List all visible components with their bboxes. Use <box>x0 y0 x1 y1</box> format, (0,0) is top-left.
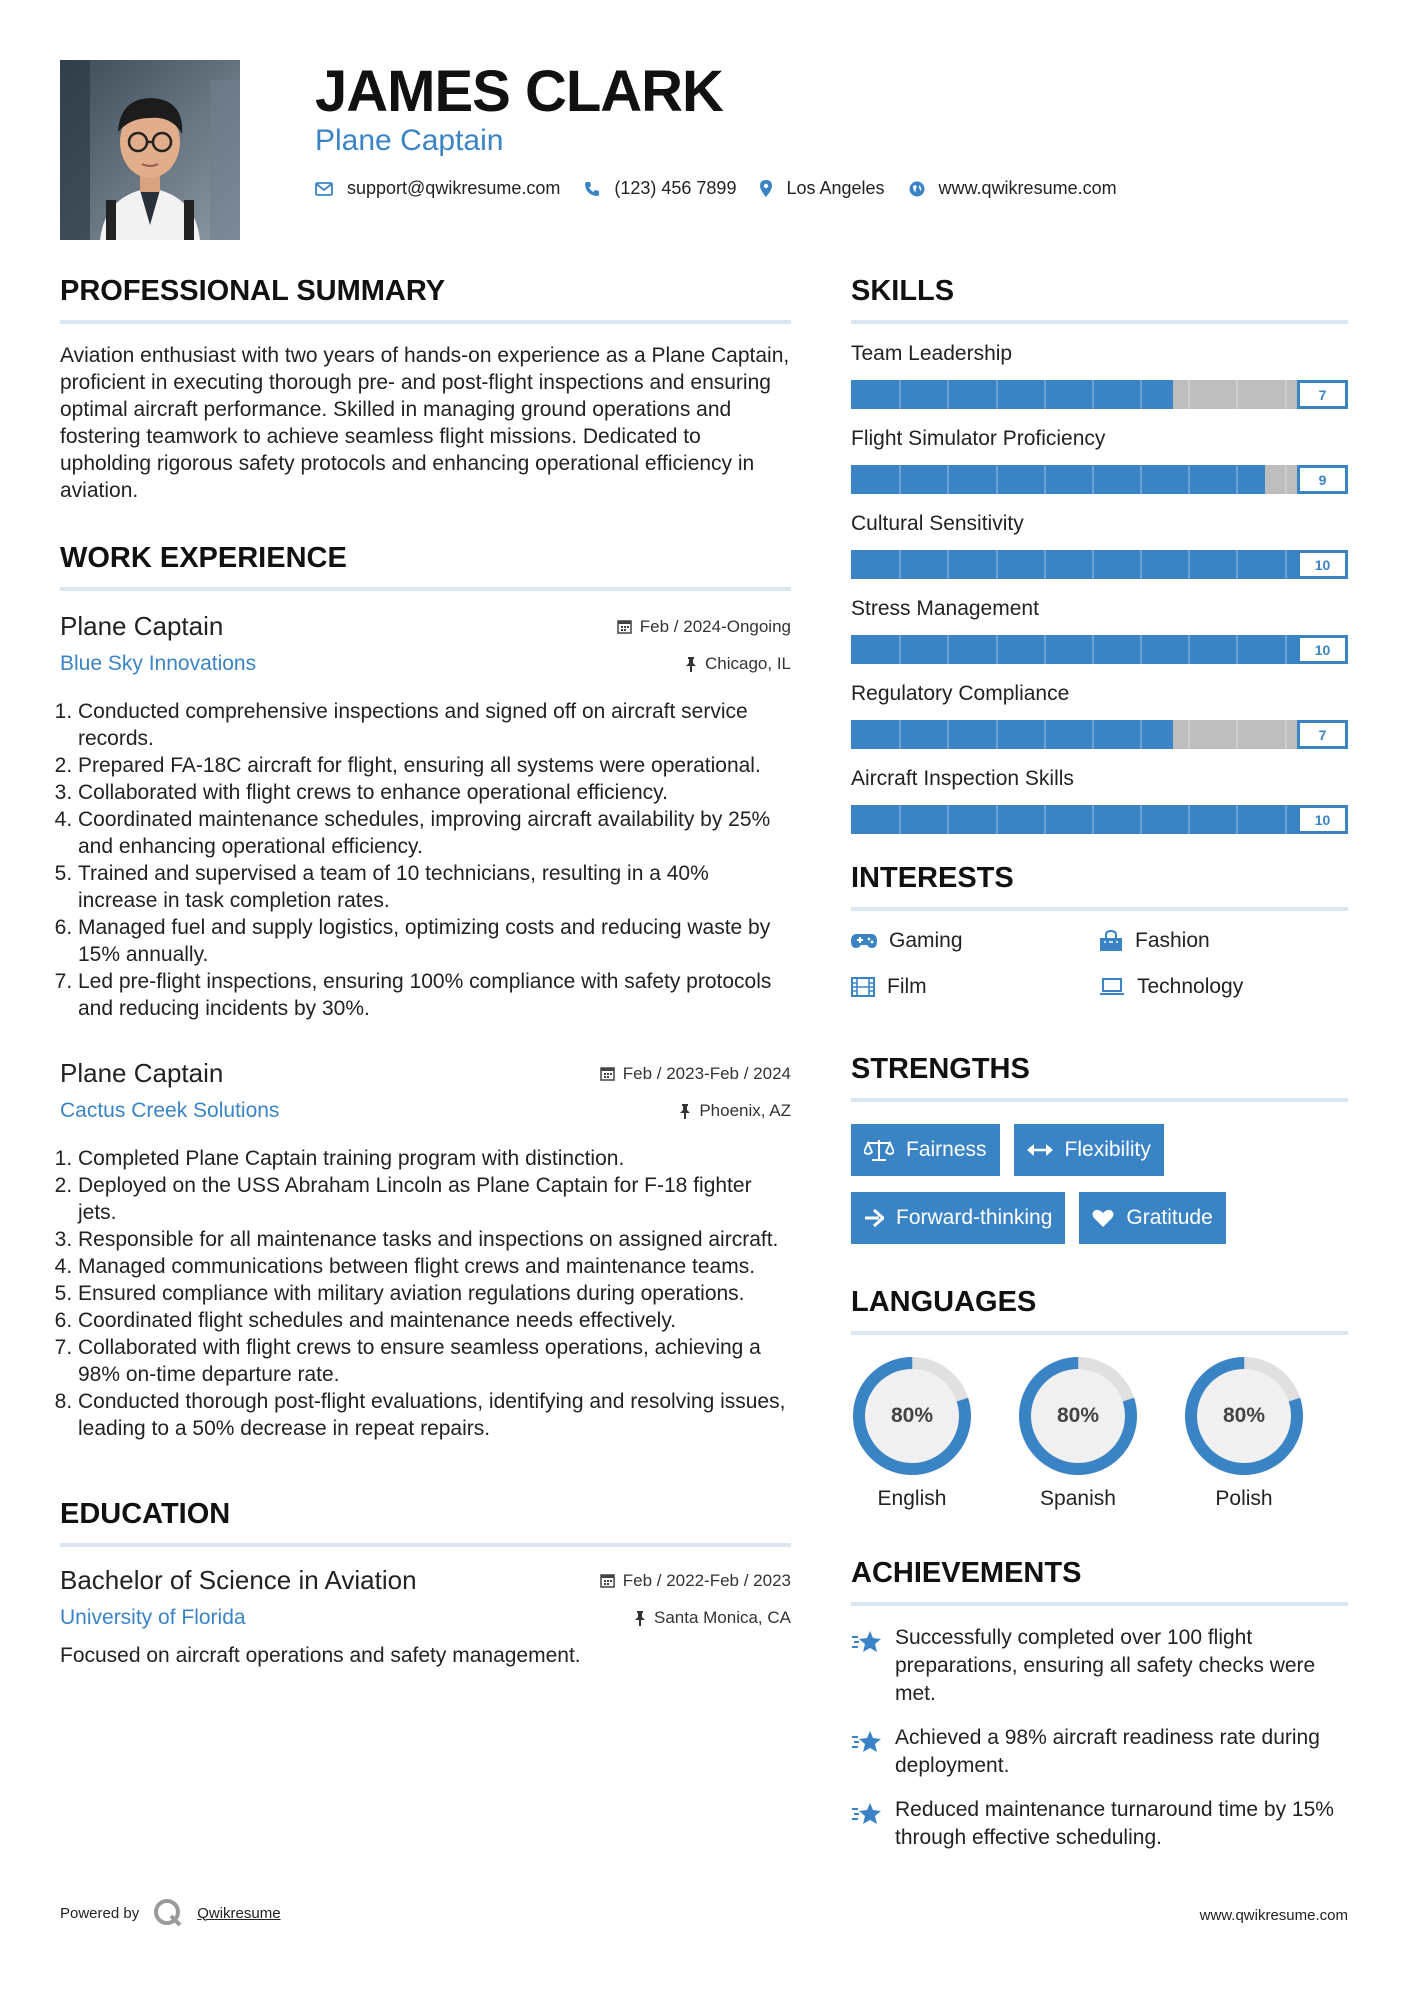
contact-website[interactable] <box>909 178 1117 199</box>
skill-bar-segment <box>899 805 901 834</box>
list-item: 2. Deployed on the USS Abraham Lincoln as Plane Captain for F-18 fighter jets. <box>78 1172 791 1226</box>
job-company: Cactus Creek Solutions <box>60 1099 280 1122</box>
skill-bar-segment <box>947 805 949 834</box>
left-column <box>60 275 791 1669</box>
job-entry <box>60 1058 791 1442</box>
language-item <box>1183 1355 1305 1511</box>
pushpin-icon <box>679 1104 691 1119</box>
education-section <box>60 1498 791 1669</box>
phone-text: (123) 456 7899 <box>614 178 737 198</box>
skill-bar-fill <box>851 465 1265 494</box>
list-item: 5. Ensured compliance with military aviation regulations during operations. <box>78 1280 791 1307</box>
contact-bar <box>315 178 1141 199</box>
skill-bar-segment <box>1092 380 1094 409</box>
language-name: Spanish <box>1040 1487 1116 1510</box>
language-percent: 80% <box>1222 1404 1266 1427</box>
list-item: 4. Managed communications between flight crews and maintenance teams. <box>78 1253 791 1280</box>
shooting-star-icon <box>851 1728 883 1756</box>
globe-icon <box>909 181 925 197</box>
skill-bar-segment <box>1285 635 1287 664</box>
skill-bar-fill <box>851 805 1348 834</box>
skill-bar-segment <box>1236 550 1238 579</box>
interest-item: Technology <box>1099 975 1347 999</box>
strength-badge: Forward-thinking <box>851 1192 1065 1244</box>
interest-item: Fashion <box>1099 929 1347 953</box>
skill-bar-segment <box>1188 380 1190 409</box>
footer-website[interactable]: www.qwikresume.com <box>1199 1907 1348 1924</box>
skill-bar-segment <box>899 465 901 494</box>
section-title: WORK EXPERIENCE <box>60 542 791 591</box>
list-item: 2. Prepared FA-18C aircraft for flight, ensuring all systems were operational. <box>78 752 791 779</box>
skill-bar-segment <box>1236 380 1238 409</box>
strength-badge: Gratitude <box>1079 1192 1225 1244</box>
shooting-star-icon <box>851 1800 883 1828</box>
list-item: 5. Trained and supervised a team of 10 technicians, resulting in a 40% increase in task completion rates. <box>78 860 791 914</box>
school-name: University of Florida <box>60 1606 246 1629</box>
skill-bar-segment <box>1285 550 1287 579</box>
job-entry <box>60 611 791 1022</box>
section-title: LANGUAGES <box>851 1286 1348 1335</box>
calendar-icon <box>600 1573 615 1588</box>
skill-bar-segment <box>1188 805 1190 834</box>
skill-bar-segment <box>1092 465 1094 494</box>
skill-bar-segment <box>1236 805 1238 834</box>
skill-bar-segment <box>1285 380 1287 409</box>
location-text: Los Angeles <box>786 178 885 198</box>
list-item: 6. Coordinated flight schedules and maintenance needs effectively. <box>78 1307 791 1334</box>
language-name: English <box>877 1487 947 1510</box>
list-item: 8. Conducted thorough post-flight evaluations, identifying and resolving issues, leading to a 50% decrease in repeat repairs. <box>78 1388 791 1442</box>
skill-bar-segment <box>1140 465 1142 494</box>
contact-phone[interactable] <box>584 178 736 199</box>
interests-section <box>851 862 1348 999</box>
skill-bar-segment <box>1188 720 1190 749</box>
skill-bar-segment <box>1140 805 1142 834</box>
skill-level-badge: 7 <box>1297 380 1348 409</box>
skill-bar-segment <box>899 720 901 749</box>
skill-bar-segment <box>899 635 901 664</box>
language-ring <box>851 1355 973 1477</box>
skill-bar-segment <box>1140 550 1142 579</box>
skill-bar-fill <box>851 635 1348 664</box>
achievement-item: Achieved a 98% aircraft readiness rate during deployment. <box>851 1724 1348 1780</box>
profile-photo <box>60 60 240 240</box>
calendar-icon <box>600 1066 615 1081</box>
skill-bar-segment <box>947 720 949 749</box>
skill-bar-segment <box>1140 635 1142 664</box>
degree-title: Bachelor of Science in Aviation <box>60 1565 417 1595</box>
skill-bar-segment <box>1044 805 1046 834</box>
skill-bar-segment <box>947 550 949 579</box>
shopping-bag-icon <box>1099 930 1123 952</box>
skill-name: Team Leadership <box>851 342 1013 365</box>
achievements-section <box>851 1557 1348 1852</box>
skill-bar-segment <box>899 550 901 579</box>
skill-bar-segment <box>899 380 901 409</box>
pushpin-icon <box>685 657 697 672</box>
language-ring <box>1183 1355 1305 1477</box>
skill-bar-fill <box>851 550 1348 579</box>
candidate-name: JAMES CLARK <box>315 59 723 124</box>
interest-item: Film <box>851 975 1099 999</box>
pushpin-icon <box>634 1611 646 1626</box>
list-item: 7. Led pre-flight inspections, ensuring 100% compliance with safety protocols and reducing incidents by 30%. <box>78 968 791 1022</box>
skill-bar-segment <box>947 380 949 409</box>
skill-name: Cultural Sensitivity <box>851 512 1024 535</box>
job-location: Chicago, IL <box>685 654 791 674</box>
language-percent: 80% <box>1056 1404 1100 1427</box>
skill-bar-segment <box>996 805 998 834</box>
skill-bar <box>851 550 1348 579</box>
skill-bar-segment <box>1092 720 1094 749</box>
section-title: EDUCATION <box>60 1498 791 1547</box>
skills-list <box>851 342 1348 834</box>
strength-badge: Fairness <box>851 1124 1000 1176</box>
qwikresume-logo-icon <box>153 1898 183 1928</box>
skill-bar <box>851 465 1348 494</box>
heart-icon <box>1092 1208 1114 1228</box>
calendar-icon <box>617 619 632 634</box>
qwikresume-link[interactable]: Qwikresume <box>197 1904 281 1922</box>
skill-bar-segment <box>1285 805 1287 834</box>
contact-email[interactable] <box>315 178 560 199</box>
arrows-horizontal-icon <box>1027 1143 1053 1157</box>
skill-bar-segment <box>1236 635 1238 664</box>
skill-bar-segment <box>1044 720 1046 749</box>
strengths-list <box>851 1124 1348 1244</box>
interests-grid <box>851 929 1348 999</box>
job-bullets <box>60 1145 791 1442</box>
skill-name: Aircraft Inspection Skills <box>851 767 1074 790</box>
skill-bar-segment <box>1044 550 1046 579</box>
skill-bar-segment <box>996 635 998 664</box>
film-icon <box>851 977 875 997</box>
language-name: Polish <box>1215 1487 1273 1510</box>
list-item: 3. Collaborated with flight crews to enhance operational efficiency. <box>78 779 791 806</box>
section-title: SKILLS <box>851 275 1348 324</box>
language-ring <box>1017 1355 1139 1477</box>
skill-bar-segment <box>1285 465 1287 494</box>
map-pin-icon <box>760 180 772 197</box>
strengths-section <box>851 1053 1348 1244</box>
list-item: 1. Conducted comprehensive inspections and signed off on aircraft service records. <box>78 698 791 752</box>
job-date: Feb / 2024-Ongoing <box>617 617 791 637</box>
skill-bar-segment <box>1236 720 1238 749</box>
achievement-item: Successfully completed over 100 flight preparations, ensuring all safety checks were met. <box>851 1624 1348 1708</box>
skill-item <box>851 512 1348 579</box>
education-location: Santa Monica, CA <box>634 1608 791 1628</box>
skill-item <box>851 597 1348 664</box>
skill-bar-segment <box>1044 465 1046 494</box>
skill-bar-segment <box>947 465 949 494</box>
skill-bar-segment <box>996 465 998 494</box>
strength-badge: Flexibility <box>1014 1124 1164 1176</box>
job-bullets <box>60 698 791 1022</box>
arrow-right-icon <box>864 1209 884 1227</box>
skill-bar <box>851 720 1348 749</box>
skill-bar-segment <box>1140 380 1142 409</box>
shooting-star-icon <box>851 1628 883 1656</box>
skill-bar-segment <box>1188 635 1190 664</box>
education-date: Feb / 2022-Feb / 2023 <box>600 1571 791 1591</box>
skill-bar-segment <box>996 550 998 579</box>
skill-bar <box>851 805 1348 834</box>
phone-icon <box>584 181 600 197</box>
job-title: Plane Captain <box>60 611 224 641</box>
professional-summary-section <box>60 275 791 504</box>
candidate-role: Plane Captain <box>315 124 504 157</box>
job-location: Phoenix, AZ <box>679 1101 791 1121</box>
skills-section <box>851 275 1348 834</box>
job-company: Blue Sky Innovations <box>60 652 257 675</box>
section-title: ACHIEVEMENTS <box>851 1557 1348 1606</box>
language-item <box>851 1355 973 1511</box>
skill-name: Regulatory Compliance <box>851 682 1070 705</box>
section-title: PROFESSIONAL SUMMARY <box>60 275 791 324</box>
skill-bar-segment <box>996 720 998 749</box>
skill-bar-segment <box>1092 805 1094 834</box>
skill-level-badge: 7 <box>1297 720 1348 749</box>
skill-item <box>851 342 1348 409</box>
section-title: INTERESTS <box>851 862 1348 911</box>
list-item: 7. Collaborated with flight crews to ensure seamless operations, achieving a 98% on-time departure rate. <box>78 1334 791 1388</box>
gamepad-icon <box>851 933 877 949</box>
achievement-item: Reduced maintenance turnaround time by 15% through effective scheduling. <box>851 1796 1348 1852</box>
skill-level-badge: 10 <box>1297 550 1348 579</box>
skill-item <box>851 767 1348 834</box>
languages-list <box>851 1355 1348 1511</box>
skill-item <box>851 682 1348 749</box>
list-item: 1. Completed Plane Captain training program with distinction. <box>78 1145 791 1172</box>
skill-bar <box>851 380 1348 409</box>
job-title: Plane Captain <box>60 1058 224 1088</box>
language-percent: 80% <box>890 1404 934 1427</box>
list-item: 4. Coordinated maintenance schedules, improving aircraft availability by 25% and enhancing operational efficiency. <box>78 806 791 860</box>
email-text: support@qwikresume.com <box>347 178 561 198</box>
list-item: 3. Responsible for all maintenance tasks and inspections on assigned aircraft. <box>78 1226 791 1253</box>
education-description: Focused on aircraft operations and safety management. <box>60 1644 581 1667</box>
section-title: STRENGTHS <box>851 1053 1348 1102</box>
footer-powered-by <box>60 1898 281 1928</box>
skill-name: Stress Management <box>851 597 1039 620</box>
work-experience-section <box>60 542 791 1442</box>
skill-name: Flight Simulator Proficiency <box>851 427 1106 450</box>
skill-item <box>851 427 1348 494</box>
skill-bar-segment <box>1236 465 1238 494</box>
language-item <box>1017 1355 1139 1511</box>
website-text: www.qwikresume.com <box>938 178 1117 198</box>
job-date: Feb / 2023-Feb / 2024 <box>600 1064 791 1084</box>
skill-level-badge: 10 <box>1297 635 1348 664</box>
interest-item: Gaming <box>851 929 1099 953</box>
powered-by-label: Powered by <box>60 1904 140 1922</box>
skill-bar-segment <box>1092 635 1094 664</box>
summary-text: Aviation enthusiast with two years of hands-on experience as a Plane Captain, proficient in executing thorough pre- and post-flight inspections and ensuring optimal aircraft performance. Skilled in managing ground operations and fostering teamwork to achieve seamless flight missions. Dedicated to upholding rigorous safety protocols and enhancing operational efficiency in aviation. <box>60 344 790 502</box>
skill-bar-segment <box>1188 465 1190 494</box>
list-item: 6. Managed fuel and supply logistics, optimizing costs and reducing waste by 15% annually. <box>78 914 791 968</box>
skill-bar-segment <box>947 635 949 664</box>
contact-location <box>760 178 884 199</box>
skill-bar-segment <box>996 380 998 409</box>
skill-level-badge: 10 <box>1297 805 1348 834</box>
envelope-icon <box>315 182 333 196</box>
laptop-icon <box>1099 978 1125 996</box>
languages-section <box>851 1286 1348 1511</box>
skill-level-badge: 9 <box>1297 465 1348 494</box>
skill-bar-segment <box>1140 720 1142 749</box>
skill-bar-segment <box>1092 550 1094 579</box>
balance-scale-icon <box>864 1139 894 1161</box>
skill-bar-segment <box>1044 635 1046 664</box>
skill-bar-segment <box>1285 720 1287 749</box>
right-column <box>851 275 1348 1868</box>
skill-bar-segment <box>1188 550 1190 579</box>
skill-bar-segment <box>1044 380 1046 409</box>
skill-bar <box>851 635 1348 664</box>
